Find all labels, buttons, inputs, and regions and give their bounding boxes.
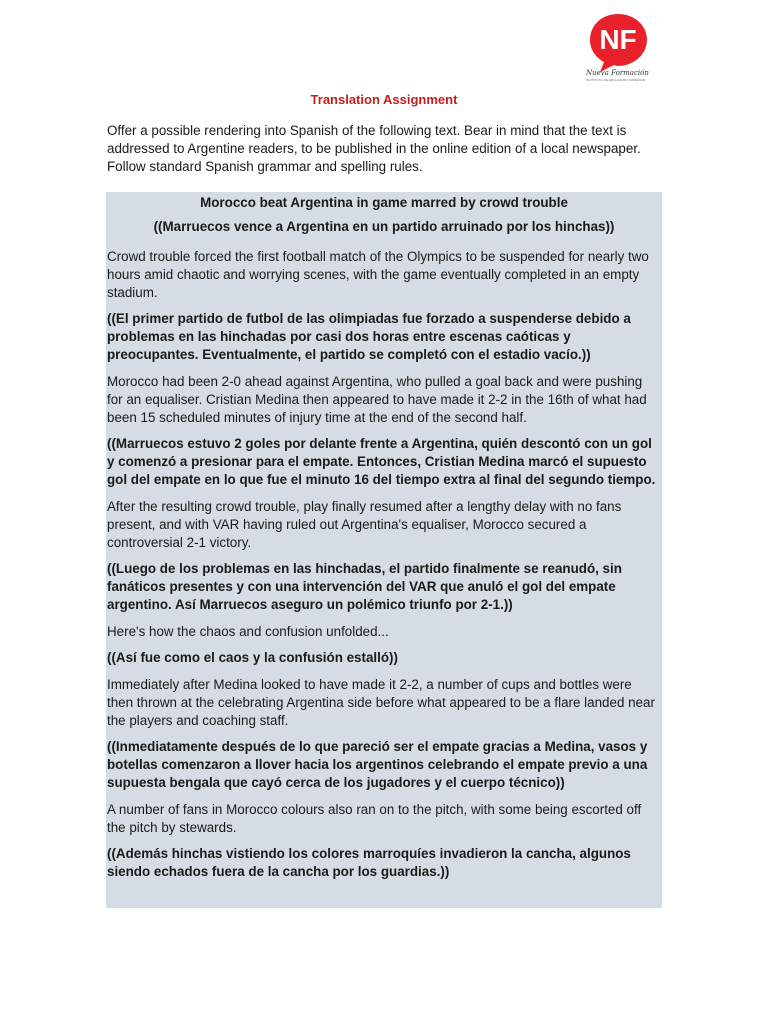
logo-tagline: INSTITUTO DE EDUCACIÓN SUPERIOR — [586, 79, 646, 82]
paragraph-4-translation: ((Así fue como el caos y la confusión estalló)) — [107, 650, 398, 665]
assignment-title: Translation Assignment — [310, 92, 458, 107]
assignment-instructions: Offer a possible rendering into Spanish of the following text. Bear in mind that the text is addressed to Argentine readers, to be published in the online edition of a local newspaper. Follow standard Spanish grammar and spelling rules. — [107, 123, 641, 174]
paragraph-3-original: After the resulting crowd trouble, play finally resumed after a lengthy delay with no fans present, and with VAR having ruled out Argentina's equaliser, Morocco secured a controversial 2-1 victory. — [107, 499, 622, 550]
paragraph-3-translation: ((Luego de los problemas en las hinchadas, el partido finalmente se reanudó, sin fanáticos presentes y con una intervención del VAR que anuló el gol del empate argentino. Así Marruecos aseguro un polémico triunfo por 2-1.)) — [107, 561, 622, 612]
article-headline: Morocco beat Argentina in game marred by crowd trouble — [200, 195, 568, 210]
paragraph-6-translation: ((Además hinchas vistiendo los colores marroquíes invadieron la cancha, algunos siendo echados fuera de la cancha por los guardias.)) — [107, 846, 631, 879]
paragraph-2-original: Morocco had been 2-0 ahead against Argentina, who pulled a goal back and were pushing for an equaliser. Cristian Medina then appeared to have made it 2-2 in the 16th of what had been 15 scheduled minutes of injury time at the end of the second half. — [107, 374, 647, 425]
article-content — [107, 192, 661, 881]
nf-logo-icon — [586, 10, 666, 74]
article-headline-translation: ((Marruecos vence a Argentina en un partido arruinado por los hinchas)) — [153, 219, 615, 234]
paragraph-4-original: Here's how the chaos and confusion unfolded... — [107, 624, 389, 639]
svg-text:NF: NF — [599, 24, 637, 55]
paragraph-5-original: Immediately after Medina looked to have made it 2-2, a number of cups and bottles were then thrown at the celebrating Argentina side before what appeared to be a flare landed near the players and coaching staff. — [107, 677, 655, 728]
article-box — [106, 192, 662, 908]
logo — [586, 10, 666, 90]
paragraph-1-translation: ((El primer partido de futbol de las olimpiadas fue forzado a suspenderse debido a problemas en las hinchadas por casi dos horas entre escenas caóticas y preocupantes. Eventualmente, el partido se completó con el estadio vacío.)) — [107, 311, 631, 362]
paragraph-6-original: A number of fans in Morocco colours also ran on to the pitch, with some being escorted off the pitch by stewards. — [107, 802, 642, 835]
paragraph-1-original: Crowd trouble forced the first football match of the Olympics to be suspended for nearly two hours amid chaotic and worrying scenes, with the game eventually completed in an empty stadium. — [107, 249, 649, 300]
logo-name: Nueva Formación — [586, 69, 649, 77]
paragraph-2-translation: ((Marruecos estuvo 2 goles por delante frente a Argentina, quién descontó con un gol y comenzó a presionar para el empate. Entonces, Cristian Medina marcó el supuesto gol del empate en lo que fue el minuto 16 del tiempo extra al final del segundo tiempo. — [107, 436, 656, 487]
paragraph-5-translation: ((Inmediatamente después de lo que pareció ser el empate gracias a Medina, vasos y botellas comenzaron a llover hacia los argentinos celebrando el empate previo a una supuesta bengala que cayó cerca de los jugadores y el cuerpo técnico)) — [107, 739, 648, 790]
